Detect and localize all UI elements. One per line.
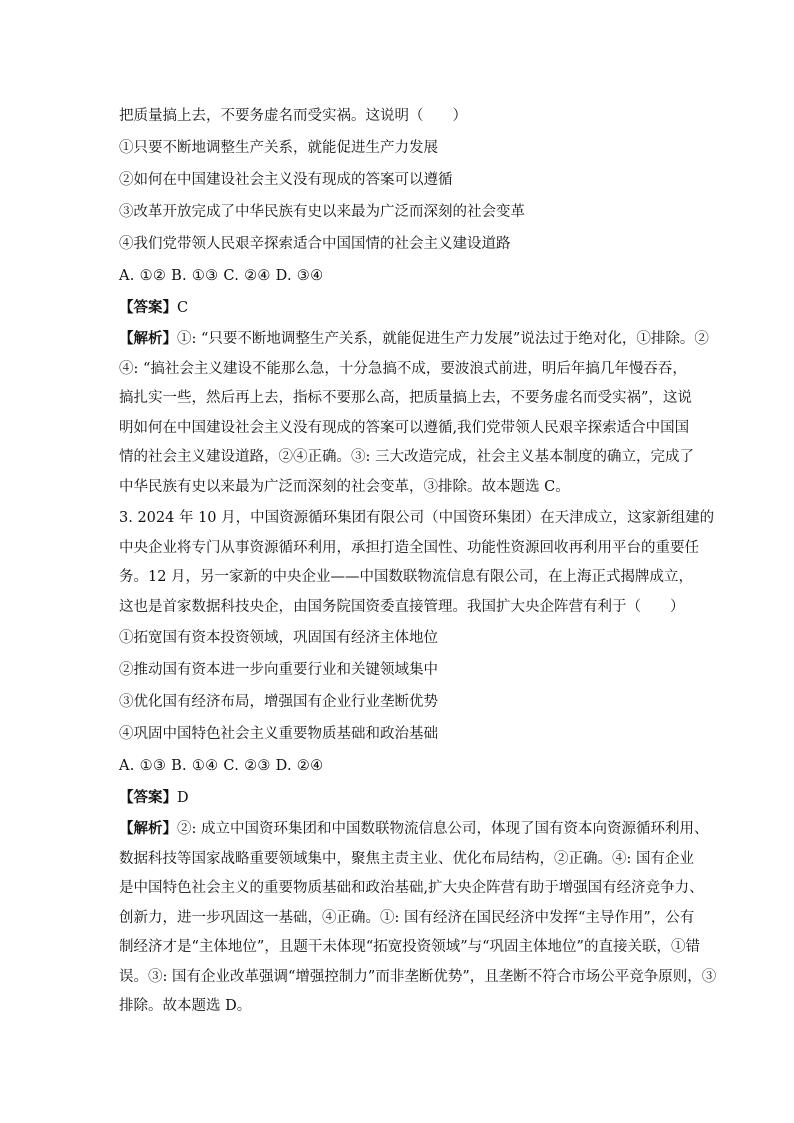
q3-option-3: ③优化国有经济布局，增强国有企业行业垄断优势 [119, 694, 438, 710]
q2-analysis-line-2: ④: “搞社会主义建设不能那么急，十分急搞不成，要波浪式前进，明后年搞几年慢吞吞， [119, 360, 687, 377]
q3-analysis-label: 【解析】 [119, 820, 177, 837]
q2-analysis [119, 324, 709, 502]
q2-analysis-line-3: 搞扎实一些，然后再上去，指标不要那么高，把质量搞上去，不要务虚名而受实祸”，这说 [119, 390, 692, 406]
q2-choices: A. ①② B. ①③ C. ②④ D. ③④ [119, 268, 324, 284]
q3-answer-value: D [177, 790, 189, 806]
q3-analysis [119, 814, 717, 1022]
q3-analysis-line-6: 误。③: 国有企业改革强调“增强控制力”而非垄断优势”，且垄断不符合市场公平竞争原则，③ [119, 968, 717, 985]
q3-analysis-line-2: 数据科技等国家战略重要领域集中，聚焦主责主业、优化布局结构，②正确。④: 国有企业 [119, 850, 694, 867]
q3-option-1: ①拓宽国有资本投资领域，巩固国有经济主体地位 [119, 630, 438, 646]
q2-analysis-line-1: 【解析】①: “只要不断地调整生产关系，就能促进生产力发展”说法过于绝对化，①排除。② [119, 330, 709, 347]
q3-analysis-line-7: 排除。故本题选 D。 [119, 998, 252, 1014]
q2-answer-label: 【答案】 [119, 299, 177, 316]
q3-choices: A. ①③ B. ①④ C. ②③ D. ②④ [119, 758, 324, 774]
q3-stem-line-2: 中央企业将专门从事资源循环利用，承担打造全国性、功能性资源回收再利用平台的重要任 [119, 539, 699, 556]
q2-answer [119, 292, 679, 324]
q2-option-3: ③改革开放完成了中华民族有史以来最为广泛而深刻的社会变革 [119, 204, 525, 220]
q3-analysis-line-1: 【解析】②: 成立中国资环集团和中国数联物流信息公司，体现了国有资本向资源循环利用、 [119, 820, 709, 837]
q2-analysis-line-5: 情的社会主义建设道路，②④正确。③: 三大改造完成，社会主义基本制度的确立，完成了 [119, 449, 694, 465]
q3-option-4: ④巩固中国特色社会主义重要物质基础和政治基础 [119, 726, 438, 742]
q3-analysis-line-4: 创新力，进一步巩固这一基础，④正确。①: 国有经济在国民经济中发挥“主导作用”，公有 [119, 909, 695, 926]
q3-analysis-line-3: 是中国特色社会主义的重要物质基础和政治基础,扩大央企阵营有助于增强国有经济竞争力、 [119, 880, 704, 896]
q3-stem-line-4: 这也是首家数据科技央企，由国务院国资委直接管理。我国扩大央企阵营有利于（ ） [119, 598, 685, 615]
q2-stem-tail: 把质量搞上去，不要务虚名而受实祸。这说明（ ） [119, 108, 467, 124]
q3-option-2: ②推动国有资本进一步向重要行业和关键领域集中 [119, 662, 438, 678]
q2-analysis-label: 【解析】 [119, 330, 177, 347]
document-page [119, 100, 717, 1022]
q2-analysis-line-6: 中华民族有史以来最为广泛而深刻的社会变革，③排除。故本题选 C。 [119, 478, 570, 495]
q3-answer-label: 【答案】 [119, 789, 177, 806]
q3-analysis-line-5: 制经济才是“主体地位”，且题干未体现“拓宽投资领域”与“巩固主体地位”的直接关联，①错 [119, 939, 700, 955]
q3-answer [119, 782, 679, 814]
q2-option-2: ②如何在中国建设社会主义没有现成的答案可以遵循 [119, 172, 453, 188]
q2-answer-value: C [177, 300, 189, 316]
q3-stem [119, 504, 715, 622]
q3-stem-line-3: 务。12 月，另一家新的中央企业——中国数联物流信息有限公司，在上海正式揭牌成立， [119, 569, 694, 585]
q3-stem-line-1: 3. 2024 年 10 月，中国资源循环集团有限公司（中国资环集团）在天津成立，这家新组建的 [119, 510, 715, 526]
q2-option-4: ④我们党带领人民艰辛探索适合中国国情的社会主义建设道路 [119, 236, 511, 252]
q2-option-1: ①只要不断地调整生产关系，就能促进生产力发展 [119, 140, 438, 156]
q2-analysis-line-4: 明如何在中国建设社会主义没有现成的答案可以遵循,我们党带领人民艰辛探索适合中国国 [119, 419, 690, 436]
